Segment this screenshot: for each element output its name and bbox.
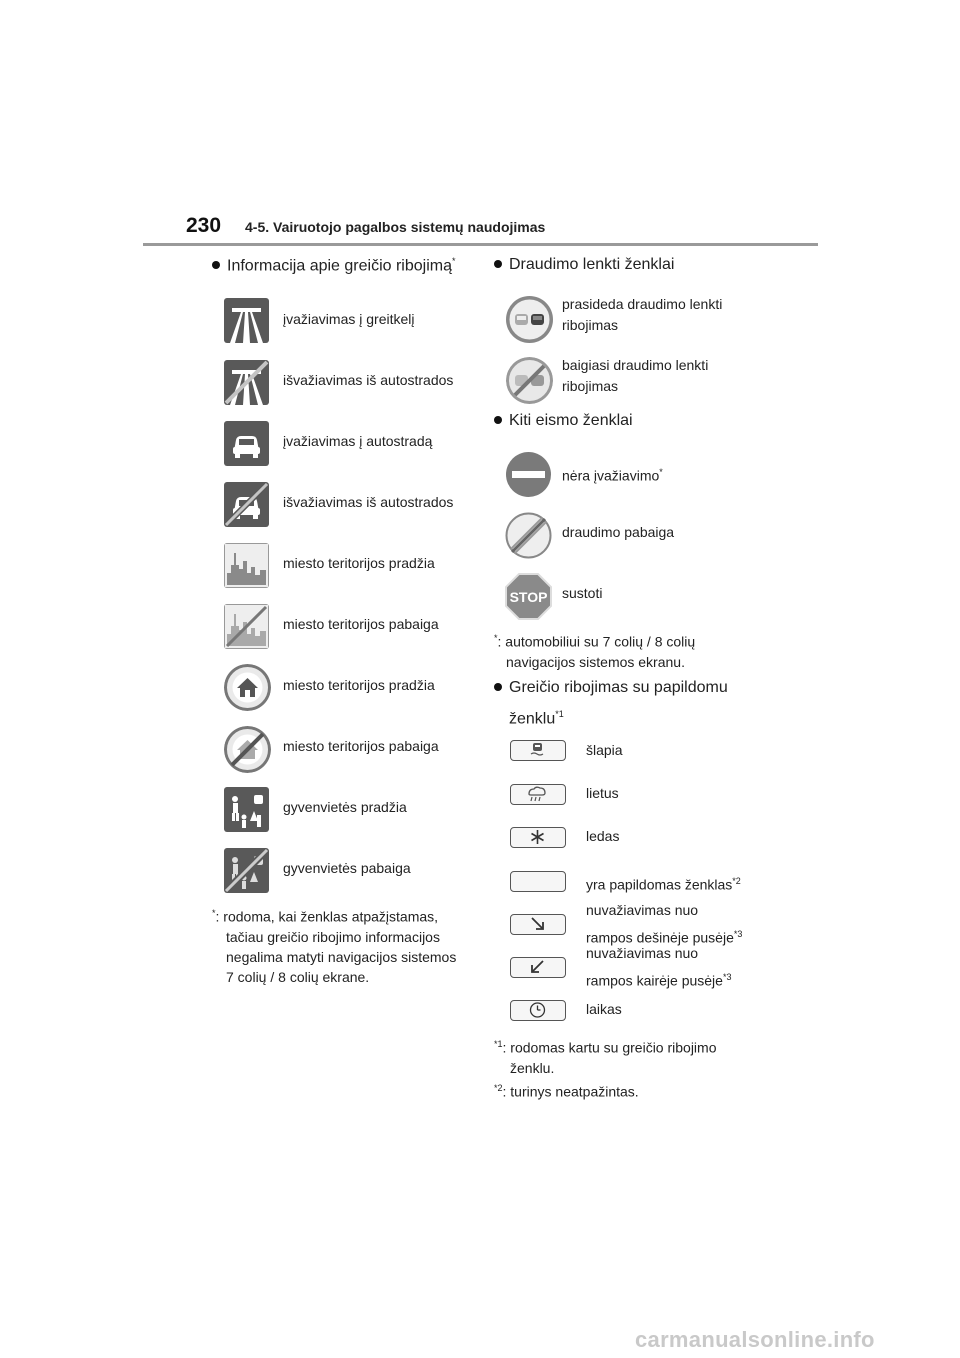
sign-label: draudimo pabaiga (562, 524, 675, 540)
sign-label: miesto teritorijos pradžia (283, 677, 435, 693)
sign-label: įvažiavimas į greitkelį (283, 311, 415, 327)
end-of-restriction-icon (505, 512, 552, 559)
sign-label: miesto teritorijos pabaiga (283, 738, 439, 754)
watermark: carmanualsonline.info (635, 1327, 875, 1352)
no-overtaking-heading: Draudimo lenkti ženklai (494, 256, 674, 274)
plate-label: nuvažiavimas nuo rampos dešinėje pusėje$^{*3}$ (586, 902, 743, 946)
sign-label: gyvenvietės pradžia (283, 799, 407, 815)
sign-label: baigiasi draudimo lenkti ribojimas (562, 357, 709, 394)
no-overtaking-end-icon (506, 357, 553, 404)
sign-label: miesto teritorijos pabaiga (283, 616, 439, 632)
town-end-icon (224, 726, 271, 773)
left-footnote: *: rodoma, kai ženklas atpažįstamas, tačiau greičio ribojimo informacijos negalima matyti navigacijos sistemos 7 colių / 8 colių ekrane. (212, 908, 457, 985)
plate-label: yra papildomas ženklas$^{*2}$ (586, 876, 741, 893)
plate-label: lietus (586, 785, 619, 801)
bullet-icon (494, 416, 502, 424)
expressway-entry-icon (224, 421, 269, 466)
sign-label: prasideda draudimo lenkti ribojimas (562, 296, 723, 333)
residential-start-icon (224, 787, 269, 832)
other-signs-heading: Kiti eismo ženklai (494, 412, 633, 430)
right-footnote: *: automobiliui su 7 colių / 8 colių navigacijos sistemos ekranu. (494, 633, 696, 670)
supplementary-footnote-1: $^{*1}$: rodomas kartu su greičio ribojimo ženklu. (494, 1039, 717, 1076)
sign-label: išvažiavimas iš autostrados (283, 494, 454, 510)
plate-label: ledas (586, 828, 620, 844)
town-start-icon (224, 664, 271, 711)
plate-label: šlapia (586, 742, 623, 758)
arrow-down-left-icon (510, 957, 566, 978)
city-start-icon (224, 543, 269, 588)
bullet-icon (212, 261, 220, 269)
sign-label: gyvenvietės pabaiga (283, 860, 411, 876)
sign-label: sustoti (562, 585, 603, 601)
clock-icon (510, 1000, 566, 1021)
sign-label: įvažiavimas į autostradą (283, 433, 433, 449)
plate-label: laikas (586, 1001, 622, 1017)
blank-plate-icon (510, 871, 566, 892)
supplementary-footnote-2: $^{*2}$: turinys neatpažintas. (494, 1083, 639, 1100)
svg-text:STOP: STOP (509, 589, 548, 605)
sign-label: išvažiavimas iš autostrados (283, 372, 454, 388)
plate-label: nuvažiavimas nuo rampos kairėje pusėje$^{*3}$ (586, 945, 732, 989)
supplementary-heading: Greičio ribojimas su papildomu ženklu$^{*1}$ (494, 675, 728, 732)
page-number: 230 (186, 214, 222, 237)
wet-road-icon (510, 740, 566, 761)
bullet-icon (494, 683, 502, 691)
no-overtaking-start-icon (506, 296, 553, 343)
city-end-icon (224, 604, 269, 649)
rain-icon (510, 784, 566, 805)
bullet-icon (494, 260, 502, 268)
speed-info-heading: Informacija apie greičio ribojimą* (212, 256, 456, 275)
no-entry-icon (505, 451, 552, 498)
motorway-exit-icon (224, 360, 269, 405)
header-rule (143, 243, 818, 246)
expressway-exit-icon (224, 482, 269, 527)
stop-sign-icon (505, 573, 552, 620)
snowflake-icon (510, 827, 566, 848)
residential-end-icon (224, 848, 269, 893)
sign-label: nėra įvažiavimo* (562, 467, 663, 484)
sign-label: miesto teritorijos pradžia (283, 555, 435, 571)
motorway-entry-icon (224, 298, 269, 343)
chapter-title: 4-5. Vairuotojo pagalbos sistemų naudojimas (245, 219, 546, 235)
arrow-down-right-icon (510, 914, 566, 935)
